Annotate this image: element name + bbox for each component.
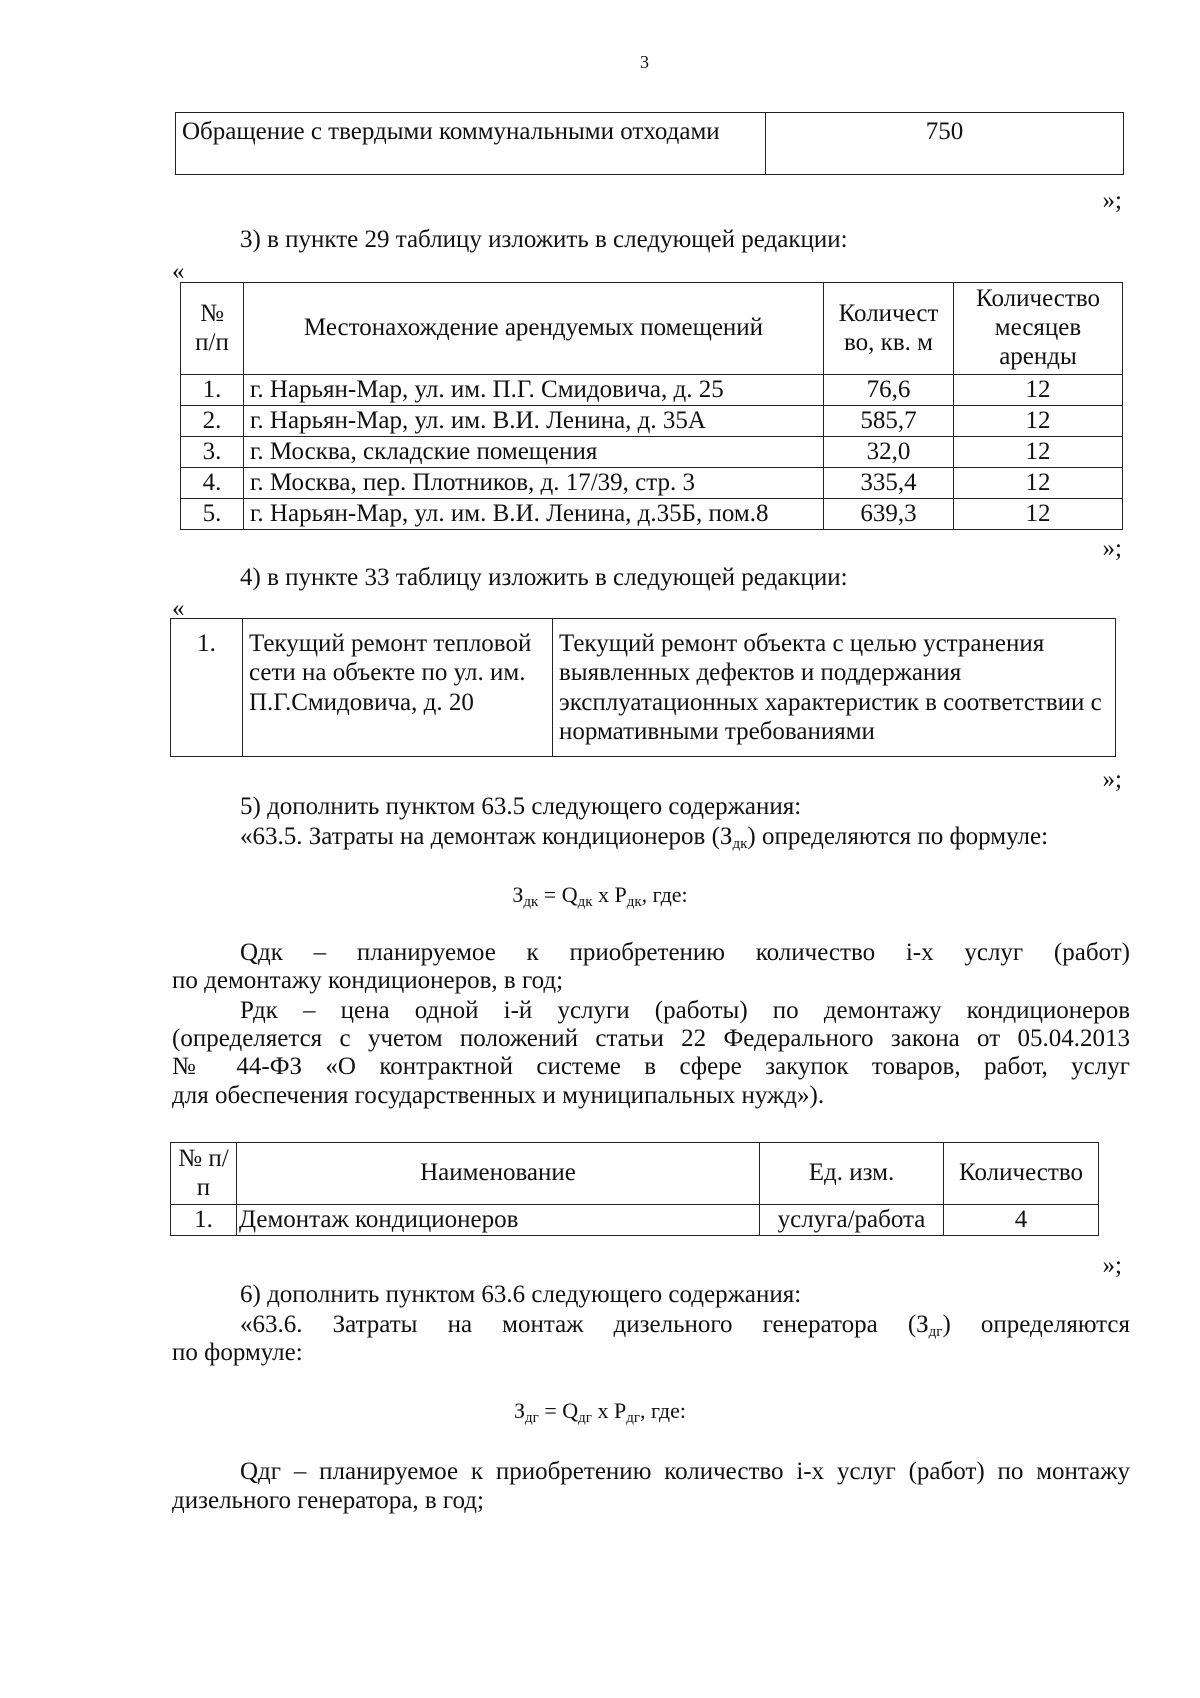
table-row: [171, 1205, 1099, 1236]
item5-point-sub: дк: [732, 836, 748, 852]
table-header-row: [171, 1143, 1099, 1205]
cell-num: 1.: [171, 1205, 237, 1236]
cell-area: 335,4: [824, 468, 954, 499]
item6-point-line1: [240, 1310, 1130, 1342]
opening-quote: «: [172, 595, 185, 622]
cell-area: 76,6: [824, 375, 954, 406]
header-months: Количество месяцев аренды: [954, 283, 1123, 375]
closing-quote: »;: [1102, 535, 1122, 562]
q-dg-line1: Qдг – планируемое к приобретению количество i-х услуг (работ) по монтажу: [240, 1458, 1130, 1485]
p-dk-line2: (определяется с учетом положений статьи 22 Федерального закона от 05.04.2013: [172, 1025, 1130, 1052]
p-dk-line3: № 44-ФЗ «О контрактной системе в сфере закупок товаров, работ, услуг: [172, 1053, 1130, 1080]
closing-quote: »;: [1102, 1252, 1122, 1279]
cell-area: 639,3: [824, 499, 954, 530]
item6-point-sub: дг: [928, 1324, 943, 1340]
header-qty: Количество: [944, 1143, 1099, 1205]
header-location: Местонахождение арендуемых помещений: [244, 283, 824, 375]
cell-months: 12: [954, 468, 1123, 499]
cell-num: 3.: [181, 437, 244, 468]
table-row: [181, 499, 1123, 530]
cell-months: 12: [954, 406, 1123, 437]
cell-num: 1.: [181, 375, 244, 406]
formula-p-sub: дг: [626, 1410, 640, 1426]
cell-num: 2.: [181, 406, 244, 437]
item6-point-line2: по формуле:: [172, 1339, 303, 1366]
formula-q-sub: дк: [577, 894, 593, 910]
header-name: Наименование: [237, 1143, 760, 1205]
formula-x: x P: [591, 1398, 627, 1423]
formula-q-sub: дг: [578, 1410, 592, 1426]
cell-num: 4.: [181, 468, 244, 499]
formula-eq: = Q: [538, 882, 578, 907]
item4-intro: 4) в пункте 33 таблицу изложить в следующей редакции:: [240, 564, 848, 591]
table-cell-value: 750: [766, 113, 1124, 175]
header-num: № п/п: [181, 283, 244, 375]
cell-area: 32,0: [824, 437, 954, 468]
cell-months: 12: [954, 375, 1123, 406]
table-row: [181, 375, 1123, 406]
q-dg-line2: дизельного генератора, в год;: [172, 1487, 484, 1514]
cell-months: 12: [954, 499, 1123, 530]
p-dk-line4: для обеспечения государственных и муниципальных нужд»).: [172, 1082, 825, 1109]
item5-point: [240, 822, 1130, 854]
p-dk-line1: Рдк – цена одной i-й услуги (работы) по демонтажу кондиционеров: [240, 997, 1130, 1024]
table-row: [181, 406, 1123, 437]
formula-end: , где:: [641, 882, 688, 907]
item5-intro: 5) дополнить пунктом 63.5 следующего содержания:: [240, 793, 802, 820]
table-row: [176, 113, 1124, 175]
item6-point-end: ) определяются: [942, 1311, 1130, 1338]
cell-location: г. Москва, складские помещения: [244, 437, 824, 468]
header-num: № п/п: [171, 1143, 237, 1205]
cell-location: г. Нарьян-Мар, ул. им. В.И. Ленина, д.35Б, пом.8: [244, 499, 824, 530]
cell-name: Демонтаж кондиционеров: [237, 1205, 760, 1236]
cell-area: 585,7: [824, 406, 954, 437]
table-row: [181, 468, 1123, 499]
page-number: 3: [640, 52, 649, 72]
cell-num: 1.: [171, 619, 243, 757]
waste-table: [175, 112, 1124, 175]
formula-z: З: [514, 1398, 526, 1423]
item5-point-end: ) определяются по формуле:: [747, 823, 1049, 850]
formula-p-sub: дк: [626, 894, 642, 910]
cell-location: г. Москва, пер. Плотников, д. 17/39, стр. 3: [244, 468, 824, 499]
table-row: [181, 437, 1123, 468]
formula-end: , где:: [639, 1398, 686, 1423]
formula-dk: [0, 882, 1200, 912]
formula-z-sub: дг: [525, 1410, 539, 1426]
repair-table: [170, 618, 1116, 757]
cell-unit: услуга/работа: [760, 1205, 944, 1236]
header-area: Количест во, кв. м: [824, 283, 954, 375]
cell-location: г. Нарьян-Мар, ул. им. П.Г. Смидовича, д. 25: [244, 375, 824, 406]
dismantling-table: [170, 1142, 1099, 1236]
formula-dg: [0, 1398, 1200, 1428]
header-unit: Ед. изм.: [760, 1143, 944, 1205]
table-cell-name: Обращение с твердыми коммунальными отходами: [176, 113, 766, 175]
formula-z-sub: дк: [523, 894, 539, 910]
item5-point-start: «63.5. Затраты на демонтаж кондиционеров (З: [240, 823, 733, 850]
cell-qty: 4: [944, 1205, 1099, 1236]
item3-intro: 3) в пункте 29 таблицу изложить в следующей редакции:: [240, 226, 848, 253]
item6-point-start: «63.6. Затраты на монтаж дизельного генератора (З: [240, 1311, 929, 1338]
formula-eq: = Q: [538, 1398, 579, 1423]
q-dk-line1: Qдк – планируемое к приобретению количество i-х услуг (работ): [240, 939, 1130, 966]
formula-z: З: [512, 882, 524, 907]
item6-intro: 6) дополнить пунктом 63.6 следующего содержания:: [240, 1281, 802, 1308]
cell-months: 12: [954, 437, 1123, 468]
table-header-row: [181, 283, 1123, 375]
q-dk-line2: по демонтажу кондиционеров, в год;: [172, 967, 564, 994]
opening-quote: «: [172, 258, 185, 285]
rental-table: [180, 282, 1123, 530]
cell-num: 5.: [181, 499, 244, 530]
cell-work: Текущий ремонт тепловой сети на объекте по ул. им. П.Г.Смидовича, д. 20: [243, 619, 553, 757]
table-row: [171, 619, 1116, 757]
closing-quote: »;: [1102, 766, 1122, 793]
formula-x: x P: [592, 882, 627, 907]
cell-description: Текущий ремонт объекта с целью устранения выявленных дефектов и поддержания эксплуатационных характеристик в соответствии с нормативными требованиями: [553, 619, 1116, 757]
closing-quote: »;: [1102, 187, 1122, 214]
cell-location: г. Нарьян-Мар, ул. им. В.И. Ленина, д. 35А: [244, 406, 824, 437]
